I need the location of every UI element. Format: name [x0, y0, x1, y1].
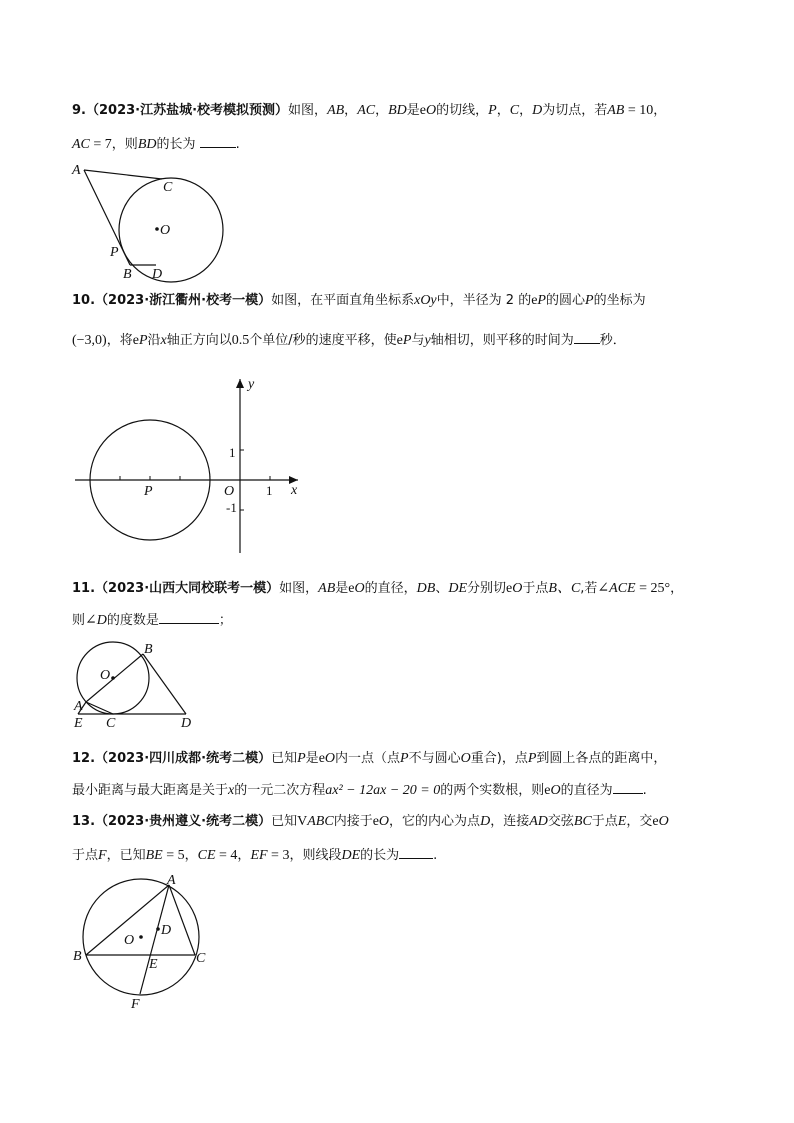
q9-label-D: D [152, 267, 163, 282]
q13-label-A: A [167, 873, 176, 888]
q10-label-P: P [144, 484, 153, 499]
q11-line2: 则∠D的度数是 ； [72, 610, 232, 630]
q13-label-D: D [161, 923, 172, 938]
q10-label-O: O [224, 484, 235, 499]
q13-label-B: B [73, 949, 82, 964]
q11-label-B: B [144, 642, 153, 657]
q13-line2: 于点F，已知BE = 5，CE = 4，EF = 3，则线段DE的长为 . [72, 845, 437, 865]
q13-incenter-dot [156, 927, 160, 931]
q9-line2: AC = 7，则BD的长为 . [72, 134, 240, 154]
q13-label-E: E [149, 957, 158, 972]
q13-center-dot [139, 935, 143, 939]
q13-source: （2023·贵州遵义·统考二模） [95, 814, 272, 829]
q9-label-P: P [110, 245, 119, 260]
q13-number: 13. [72, 814, 96, 829]
q11-label-A: A [74, 699, 83, 714]
q11-label-O: O [100, 668, 111, 683]
q12-number: 12. [72, 751, 96, 766]
q10-source: （2023·浙江衢州·校考一模） [95, 293, 272, 308]
q9-label-O: O [160, 223, 171, 238]
q10-label-x: x [291, 483, 298, 498]
q13-label-C: C [196, 951, 206, 966]
q9-number: 9. [72, 103, 86, 118]
q13-label-F: F [131, 997, 140, 1012]
q9-label-C: C [163, 180, 173, 195]
q9-line1: 9.（2023·江苏盐城·校考模拟预测）如图，AB，AC，BD是eO的切线，P，C，D为切点，若AB = 10， [72, 103, 667, 118]
q9-label-A: A [72, 163, 81, 178]
q12-line2: 最小距离与最大距离是关于x的一元二次方程ax² − 12ax − 20 = 0的两个实数根，则eO的直径为 . [72, 780, 647, 800]
q11-label-C: C [106, 716, 116, 731]
q11-source: （2023·山西大同校联考一模） [95, 581, 280, 596]
q9-source: （2023·江苏盐城·校考模拟预测） [85, 103, 289, 118]
q11-label-E: E [74, 716, 83, 731]
q12-line1: 12.（2023·四川成都·统考二模）已知P是eO内一点（点P不与圆心O重合)，点P到圆上各点的距离中， [72, 751, 667, 766]
q11-line1: 11.（2023·山西大同校联考一模）如图，AB是eO的直径，DB、DE分别切eO于点B、C,若∠ACE = 25°， [72, 581, 684, 596]
q11-label-D: D [181, 716, 192, 731]
q10-number: 10. [72, 293, 96, 308]
q10-label-neg-one: -1 [226, 500, 237, 515]
q13-line1: 13.（2023·贵州遵义·统考二模）已知VABC内接于eO，它的内心为点D，连接AD交弦BC于点E，交eO [72, 814, 669, 829]
q10-label-one-y: 1 [229, 445, 236, 460]
q9-label-B: B [123, 267, 132, 282]
q13-line-AF [140, 885, 172, 994]
q10-line1: 10.（2023·浙江衢州·校考一模）如图，在平面直角坐标系xOy中，半径为 2 的eP的圆心P的坐标为 [72, 293, 646, 308]
q13-label-O: O [124, 933, 135, 948]
q10-label-one-x: 1 [266, 483, 273, 498]
q12-source: （2023·四川成都·统考二模） [95, 751, 272, 766]
q11-number: 11. [72, 581, 96, 596]
q10-line2: (−3,0)，将eP沿x轴正方向以0.5个单位/秒的速度平移，使eP与y轴相切，则平移的时间为 秒． [72, 330, 626, 350]
q10-label-y: y [248, 377, 255, 392]
